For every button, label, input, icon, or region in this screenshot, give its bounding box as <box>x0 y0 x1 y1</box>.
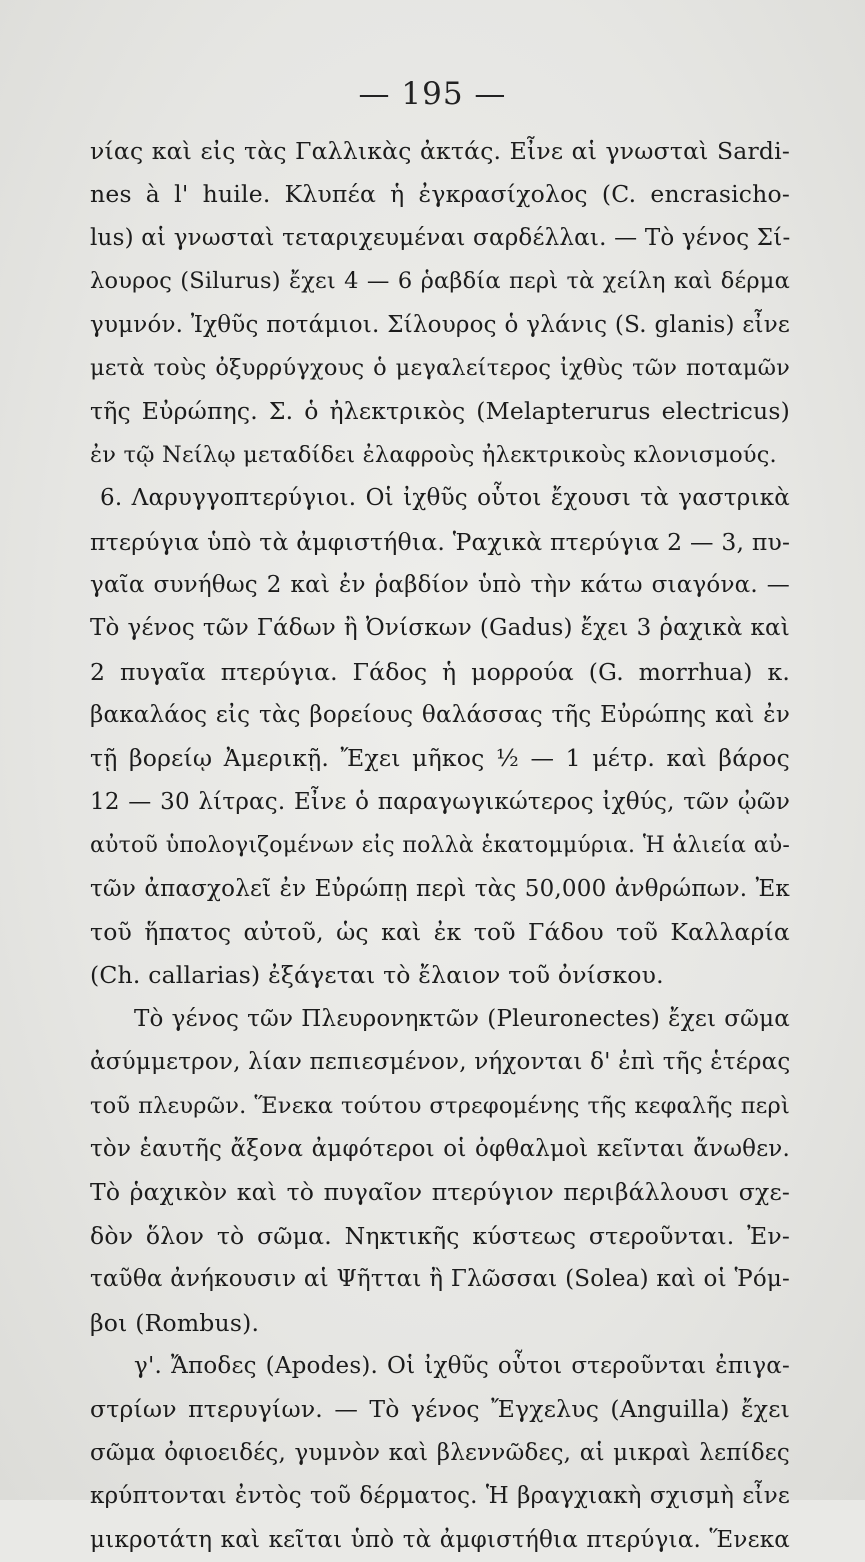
text-line: ἀσύμμετρον, λίαν πεπιεσμένον, νήχονται δ' ἐπὶ τῆς ἑτέρας <box>90 1049 791 1076</box>
text-line: γυμνόν. Ἰχθῦς ποτάμιοι. Σίλουρος ὁ γλάνις (S. glanis) εἶνε <box>90 311 790 338</box>
text-line: σῶμα ὀφιοειδές, γυμνὸν καὶ βλεννῶδες, αἱ μικραὶ λεπίδες <box>90 1439 790 1466</box>
text-line: τῆς Εὐρώπης. Σ. ὁ ἠλεκτρικὸς (Melapterurus electricus) <box>90 397 790 426</box>
text-line: πτερύγια ὑπὸ τὰ ἀμφιστήθια. Ῥαχικὰ πτερύγια 2 — 3, πυ- <box>90 527 791 556</box>
text-line: 6. Λαρυγγοπτερύγιοι. Οἱ ἰχθῦς οὗτοι ἔχουσι τὰ γαστρικὰ <box>100 485 790 512</box>
text-line: Τὸ γένος τῶν Πλευρονηκτῶν (Pleuronectes) ἔχει σῶμα <box>134 1005 790 1032</box>
text-line: νίας καὶ εἰς τὰς Γαλλικὰς ἀκτάς. Εἶνε αἱ γνωσταὶ Sardi- <box>90 137 790 165</box>
text-line: δὸν ὅλον τὸ σῶμα. Νηκτικῆς κύστεως στεροῦνται. Ἐν- <box>90 1221 790 1250</box>
text-line: nes à l' huile. Κλυπέα ἡ ἐγκρασίχολος (C. encrasicho- <box>90 180 790 209</box>
text-line: τοῦ πλευρῶν. Ἕνεκα τούτου στρεφομένης τῆς κεφαλῆς περὶ <box>90 1092 790 1119</box>
text-line: γαῖα συνήθως 2 καὶ ἐν ῥαβδίον ὑπὸ τὴν κάτω σιαγόνα. — <box>90 571 790 598</box>
text-line: 12 — 30 λίτρας. Εἶνε ὁ παραγωγικώτερος ἰχθύς, τῶν ᾠῶν <box>90 788 790 815</box>
text-line: βακαλάος εἰς τὰς βορείους θαλάσσας τῆς Εὐρώπης καὶ ἐν <box>90 702 790 729</box>
text-line: (Ch. callarias) ἐξάγεται τὸ ἔλαιον τοῦ ὀνίσκου. <box>90 961 664 990</box>
text-line: ταῦθα ἀνήκουσιν αἱ Ψῆτται ἢ Γλῶσσαι (Solea) καὶ οἱ Ῥόμ- <box>90 1266 790 1293</box>
text-line: ἐν τῷ Νείλῳ μεταδίδει ἐλαφροὺς ἠλεκτρικοὺς κλονισμούς. <box>90 441 777 468</box>
text-line: τὸν ἑαυτῆς ἄξονα ἀμφότεροι οἱ ὀφθαλμοὶ κεῖνται ἄνωθεν. <box>90 1135 790 1162</box>
text-line: Τὸ γένος τῶν Γάδων ἢ Ὀνίσκων (Gadus) ἔχει 3 ῥαχικὰ καὶ <box>90 615 790 642</box>
text-line: μετὰ τοὺς ὀξυρρύγχους ὁ μεγαλείτερος ἰχθὺς τῶν ποταμῶν <box>90 354 790 381</box>
text-line: λουρος (Silurus) ἔχει 4 — 6 ῥαβδία περὶ τὰ χείλη καὶ δέρμα <box>90 268 790 295</box>
text-line: γ'. Ἄποδες (Apodes). Οἱ ἰχθῦς οὗτοι στεροῦνται ἐπιγα- <box>134 1352 790 1379</box>
text-line: 2 πυγαῖα πτερύγια. Γάδος ἡ μορρούα (G. morrhua) κ. <box>90 657 790 686</box>
page-number: — 195 — <box>358 76 507 112</box>
text-line: lus) αἱ γνωσταὶ τεταριχευμέναι σαρδέλλαι. — Τὸ γένος Σί- <box>90 224 791 251</box>
text-line: αὐτοῦ ὑπολογιζομένων εἰς πολλὰ ἑκατομμύρια. Ἡ ἁλιεία αὐ- <box>90 833 790 859</box>
text-line: μικροτάτη καὶ κεῖται ὑπὸ τὰ ἀμφιστήθια πτερύγια. Ἕνεκα <box>90 1526 790 1553</box>
text-line: τοῦ ἥπατος αὐτοῦ, ὡς καὶ ἐκ τοῦ Γάδου τοῦ Καλλαρία <box>90 918 790 947</box>
text-line: τῶν ἀπασχολεῖ ἐν Εὐρώπῃ περὶ τὰς 50,000 ἀνθρώπων. Ἐκ <box>90 875 790 902</box>
text-line: βοι (Rombus). <box>90 1308 260 1337</box>
text-line: Τὸ ῥαχικὸν καὶ τὸ πυγαῖον πτερύγιον περιβάλλουσι σχε- <box>90 1178 790 1207</box>
body-text <box>90 130 790 1562</box>
text-line: τῇ βορείῳ Ἀμερικῇ. Ἔχει μῆκος ½ — 1 μέτρ. καὶ βάρος <box>90 744 790 773</box>
text-line: στρίων πτερυγίων. — Τὸ γένος Ἔγχελυς (Anguilla) ἔχει <box>90 1395 790 1424</box>
text-line: κρύπτονται ἐντὸς τοῦ δέρματος. Ἡ βραγχιακὴ σχισμὴ εἶνε <box>90 1483 790 1510</box>
